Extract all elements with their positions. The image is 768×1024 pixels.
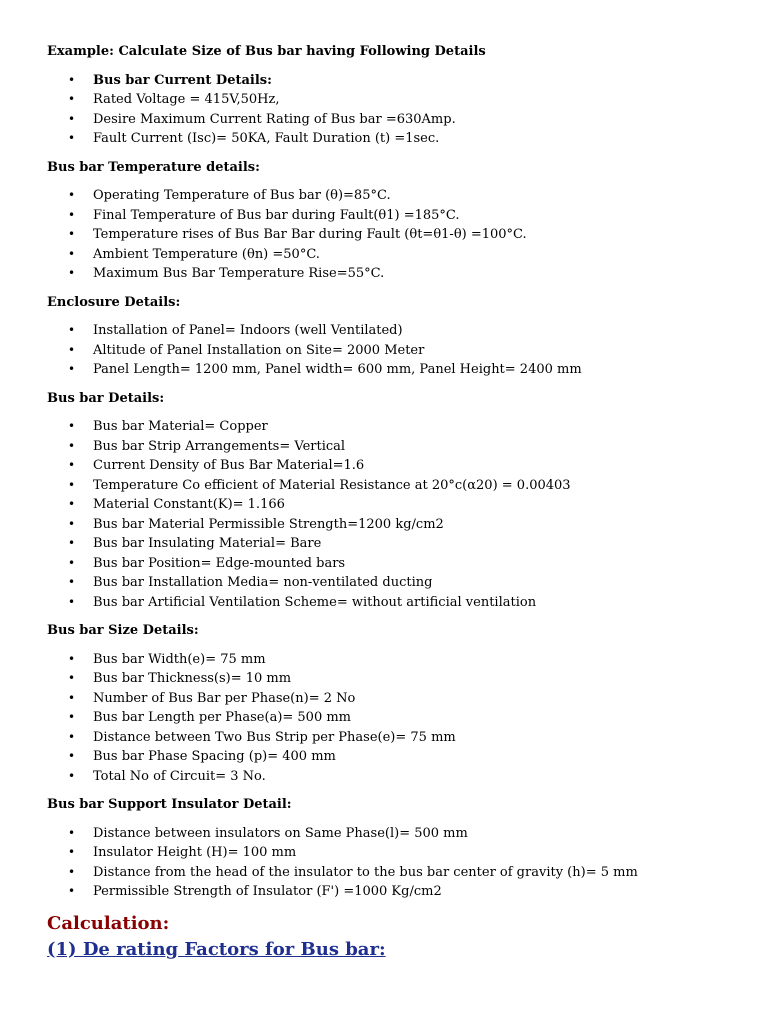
insulator-details-list — [47, 824, 768, 902]
list-item: • Bus bar Material Permissible Strength=1200 kg/cm2 — [93, 515, 768, 535]
list-item: • Distance between Two Bus Strip per Phase(e)= 75 mm — [93, 728, 768, 748]
calculation-heading: Calculation: — [47, 912, 170, 934]
list-item: • Temperature Co efficient of Material Resistance at 20°c(α20) = 0.00403 — [93, 476, 768, 496]
list-item: • Bus bar Strip Arrangements= Vertical — [93, 437, 768, 457]
enclosure-details-list — [47, 321, 768, 380]
list-item: • Insulator Height (H)= 100 mm — [93, 843, 768, 863]
list-item: • Desire Maximum Current Rating of Bus bar =630Amp. — [93, 110, 768, 130]
list-item — [93, 71, 768, 91]
insulator-details-heading: Bus bar Support Insulator Detail: — [47, 797, 292, 812]
list-item: • Permissible Strength of Insulator (F') =1000 Kg/cm2 — [93, 882, 768, 902]
temperature-details-list — [47, 186, 768, 284]
list-item: • Distance from the head of the insulator to the bus bar center of gravity (h)= 5 mm — [93, 863, 768, 883]
list-item: • Operating Temperature of Bus bar (θ)=85°C. — [93, 186, 768, 206]
list-item: • Installation of Panel= Indoors (well Ventilated) — [93, 321, 768, 341]
list-item: • Distance between insulators on Same Phase(l)= 500 mm — [93, 824, 768, 844]
list-item: • Current Density of Bus Bar Material=1.6 — [93, 456, 768, 476]
list-item: • Number of Bus Bar per Phase(n)= 2 No — [93, 689, 768, 709]
current-details-heading: Bus bar Current Details: — [93, 72, 272, 88]
busbar-details-list — [47, 417, 768, 612]
list-item: • Bus bar Artificial Ventilation Scheme= without artificial ventilation — [93, 593, 768, 613]
list-item: • Bus bar Position= Edge-mounted bars — [93, 554, 768, 574]
list-item: • Bus bar Phase Spacing (p)= 400 mm — [93, 747, 768, 767]
list-item: • Bus bar Installation Media= non-ventilated ducting — [93, 573, 768, 593]
list-item: • Maximum Bus Bar Temperature Rise=55°C. — [93, 264, 768, 284]
enclosure-details-heading: Enclosure Details: — [47, 294, 181, 310]
list-item: • Rated Voltage = 415V,50Hz, — [93, 90, 768, 110]
list-item: • Bus bar Thickness(s)= 10 mm — [93, 669, 768, 689]
list-item: • Material Constant(K)= 1.166 — [93, 495, 768, 515]
list-item: • Bus bar Width(e)= 75 mm — [93, 650, 768, 670]
list-item: • Final Temperature of Bus bar during Fault(θ1) =185°C. — [93, 206, 768, 226]
size-details-heading: Bus bar Size Details: — [47, 623, 199, 638]
list-item: • Bus bar Insulating Material= Bare — [93, 534, 768, 554]
list-item: • Temperature rises of Bus Bar Bar during Fault (θt=θ1-θ) =100°C. — [93, 225, 768, 245]
busbar-details-heading: Bus bar Details: — [47, 390, 165, 406]
intro-heading: Example: Calculate Size of Bus bar having Following Details — [47, 44, 486, 59]
current-details-list — [47, 71, 768, 149]
list-item: • Altitude of Panel Installation on Site= 2000 Meter — [93, 341, 768, 361]
list-item: • Total No of Circuit= 3 No. — [93, 767, 768, 787]
list-item: • Bus bar Material= Copper — [93, 417, 768, 437]
list-item: • Bus bar Length per Phase(a)= 500 mm — [93, 708, 768, 728]
list-item: • Panel Length= 1200 mm, Panel width= 600 mm, Panel Height= 2400 mm — [93, 360, 768, 380]
derating-factors-heading: (1) De rating Factors for Bus bar: — [47, 938, 386, 960]
list-item: • Ambient Temperature (θn) =50°C. — [93, 245, 768, 265]
size-details-list — [47, 650, 768, 787]
temperature-details-heading: Bus bar Temperature details: — [47, 159, 260, 175]
list-item: • Fault Current (Isc)= 50KA, Fault Duration (t) =1sec. — [93, 129, 768, 149]
